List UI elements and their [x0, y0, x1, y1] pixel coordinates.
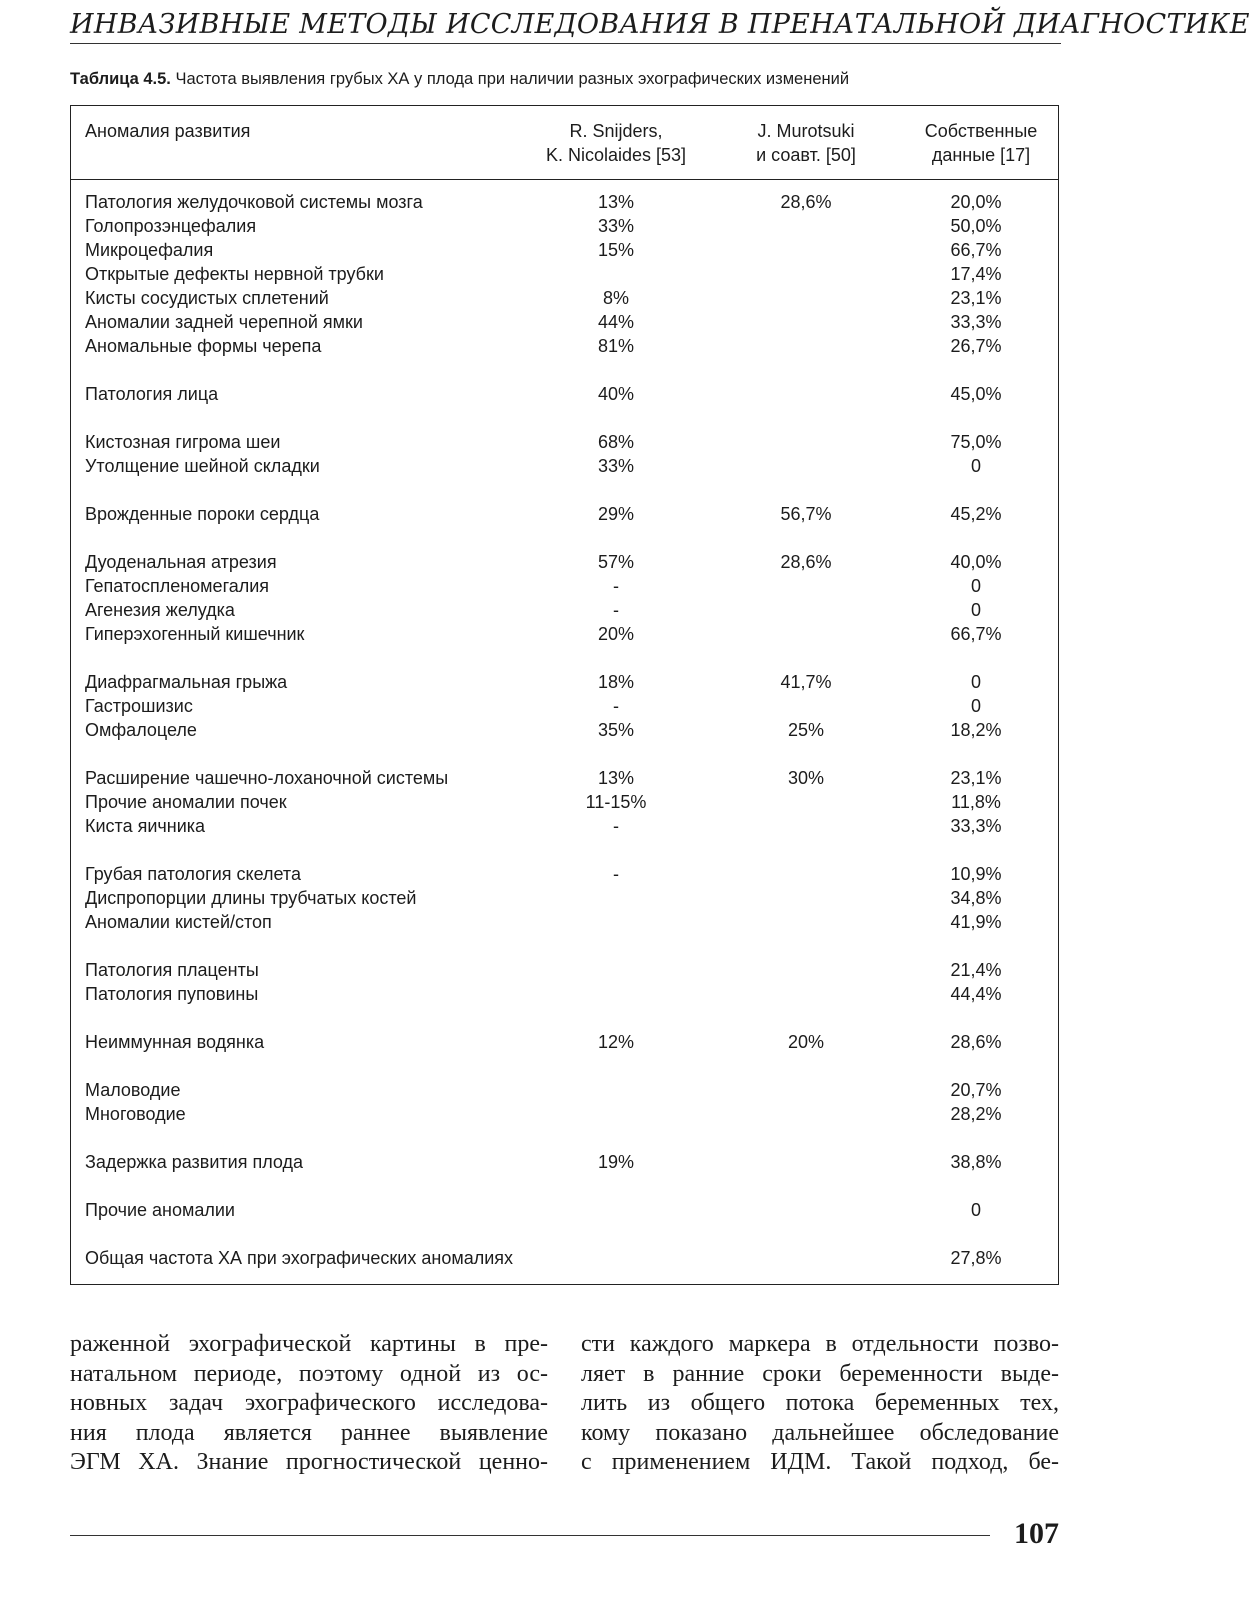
cell-snijders: 44% — [597, 312, 635, 332]
cell-murotsuki: 28,6% — [780, 192, 832, 212]
cell-anomaly: Грубая патология скелета — [85, 864, 301, 884]
cell-anomaly: Кистозная гигрома шеи — [85, 432, 281, 452]
cell-anomaly: Микроцефалия — [85, 240, 214, 260]
cell-own-data: 45,2% — [950, 504, 1002, 524]
cell-snijders: - — [613, 576, 619, 596]
cell-anomaly: Кисты сосудистых сплетений — [85, 288, 329, 308]
cell-snijders: 13% — [597, 192, 635, 212]
cell-own-data: 20,0% — [950, 192, 1002, 212]
table-row — [71, 790, 1058, 814]
cell-anomaly: Патология пуповины — [85, 984, 259, 1004]
cell-anomaly: Неиммунная водянка — [85, 1032, 265, 1052]
body-text-line: сти каждого маркера в отдельности позво- — [581, 1331, 1059, 1357]
cell-snijders: 40% — [597, 384, 635, 404]
table-row — [71, 1102, 1058, 1126]
cell-own-data: 0 — [970, 456, 981, 476]
cell-anomaly: Маловодие — [85, 1080, 181, 1100]
cell-anomaly: Врожденные пороки сердца — [85, 504, 320, 524]
cell-snijders: 12% — [597, 1032, 635, 1052]
column-header-snijders: R. Snijders, K. Nicolaides [53] — [545, 121, 687, 165]
running-title: ИНВАЗИВНЫЕ МЕТОДЫ ИССЛЕДОВАНИЯ В ПРЕНАТАЛЬНОЙ ДИАГНОСТИКЕ — [70, 9, 1250, 40]
footer-rule — [70, 1535, 990, 1536]
table-row — [71, 430, 1058, 454]
cell-snijders: 19% — [597, 1152, 635, 1172]
table-row — [71, 262, 1058, 286]
cell-own-data: 40,0% — [950, 552, 1002, 572]
cell-anomaly: Голопрозэнцефалия — [85, 216, 257, 236]
cell-own-data: 50,0% — [950, 216, 1002, 236]
cell-own-data: 18,2% — [950, 720, 1002, 740]
cell-snijders: 18% — [597, 672, 635, 692]
cell-murotsuki: 25% — [787, 720, 825, 740]
cell-own-data: 23,1% — [950, 768, 1002, 788]
cell-anomaly: Омфалоцеле — [85, 720, 197, 740]
column-header-murotsuki: J. Murotsuki и соавт. [50] — [756, 121, 856, 165]
table-row — [71, 1198, 1058, 1222]
cell-snijders: 11-15% — [585, 792, 647, 812]
cell-snijders: 20% — [597, 624, 635, 644]
cell-anomaly: Агенезия желудка — [85, 600, 235, 620]
cell-snijders: 33% — [597, 216, 635, 236]
cell-own-data: 27,8% — [950, 1248, 1002, 1268]
table-row — [71, 550, 1058, 574]
cell-anomaly: Киста яичника — [85, 816, 206, 836]
table-row — [71, 598, 1058, 622]
cell-anomaly: Задержка развития плода — [85, 1152, 304, 1172]
table-caption — [70, 70, 1070, 89]
body-text-line: с применением ИДМ. Такой подход, бе- — [581, 1449, 1059, 1475]
cell-anomaly: Общая частота ХА при эхографических аномалиях — [85, 1248, 514, 1268]
cell-snijders: - — [613, 816, 619, 836]
cell-snijders: 57% — [597, 552, 635, 572]
cell-anomaly: Многоводие — [85, 1104, 186, 1124]
body-text-right-column — [581, 1330, 1059, 1478]
cell-snijders: 8% — [602, 288, 629, 308]
cell-own-data: 75,0% — [950, 432, 1002, 452]
cell-anomaly: Дуоденальная атрезия — [85, 552, 277, 572]
table-row — [71, 910, 1058, 934]
cell-murotsuki: 41,7% — [780, 672, 832, 692]
cell-anomaly: Аномалии задней черепной ямки — [85, 312, 363, 332]
table-row — [71, 502, 1058, 526]
cell-anomaly: Утолщение шейной складки — [85, 456, 320, 476]
table-row — [71, 190, 1058, 214]
table-header — [71, 106, 1058, 180]
cell-own-data: 23,1% — [950, 288, 1002, 308]
cell-own-data: 34,8% — [950, 888, 1002, 908]
cell-anomaly: Патология лица — [85, 384, 219, 404]
cell-snijders: 81% — [597, 336, 635, 356]
cell-own-data: 0 — [970, 672, 981, 692]
cell-snijders: 33% — [597, 456, 635, 476]
body-text-line: ния плода является раннее выявление — [70, 1419, 548, 1446]
column-header-anomaly: Аномалия развития — [85, 121, 251, 141]
table-row — [71, 622, 1058, 646]
table-row — [71, 862, 1058, 886]
table-body — [71, 190, 1058, 1270]
cell-own-data: 11,8% — [951, 792, 1001, 812]
table-row — [71, 238, 1058, 262]
table-row — [71, 982, 1058, 1006]
table-caption-text: Частота выявления грубых ХА у плода при наличии разных эхографических изменений — [170, 70, 850, 88]
cell-own-data: 66,7% — [950, 624, 1002, 644]
table-row — [71, 694, 1058, 718]
cell-own-data: 21,4% — [950, 960, 1002, 980]
cell-anomaly: Патология желудочковой системы мозга — [85, 192, 423, 212]
table-row — [71, 214, 1058, 238]
cell-own-data: 26,7% — [950, 336, 1002, 356]
cell-snijders: - — [613, 600, 619, 620]
cell-anomaly: Прочие аномалии — [85, 1200, 235, 1220]
cell-murotsuki: 30% — [787, 768, 825, 788]
cell-snijders: - — [613, 864, 619, 884]
table-row — [71, 286, 1058, 310]
cell-anomaly: Гастрошизис — [85, 696, 193, 716]
cell-own-data: 0 — [970, 576, 981, 596]
table-row — [71, 766, 1058, 790]
header-rule — [70, 43, 1061, 44]
cell-own-data: 17,4% — [950, 264, 1002, 284]
cell-own-data: 38,8% — [950, 1152, 1002, 1172]
cell-own-data: 0 — [970, 600, 981, 620]
cell-anomaly: Гиперэхогенный кишечник — [85, 624, 305, 644]
body-text-line: ЭГМ ХА. Знание прогностической ценно- — [70, 1449, 548, 1475]
data-table — [70, 105, 1059, 1285]
table-row — [71, 814, 1058, 838]
cell-snijders: 13% — [597, 768, 635, 788]
cell-snijders: 68% — [597, 432, 635, 452]
cell-own-data: 44,4% — [950, 984, 1002, 1004]
cell-anomaly: Открытые дефекты нервной трубки — [85, 264, 384, 284]
cell-anomaly: Гепатоспленомегалия — [85, 576, 270, 596]
table-row — [71, 1030, 1058, 1054]
body-text-line: лить из общего потока беременных тех, — [581, 1390, 1059, 1416]
cell-own-data: 28,6% — [950, 1032, 1002, 1052]
cell-snijders: 29% — [597, 504, 635, 524]
cell-murotsuki: 56,7% — [780, 504, 832, 524]
table-row — [71, 1246, 1058, 1270]
table-row — [71, 670, 1058, 694]
cell-anomaly: Расширение чашечно-лоханочной системы — [85, 768, 449, 788]
table-row — [71, 718, 1058, 742]
body-text-line: новных задач эхографического исследова- — [70, 1390, 548, 1416]
table-row — [71, 958, 1058, 982]
cell-anomaly: Аномалии кистей/стоп — [85, 912, 272, 932]
table-row — [71, 1078, 1058, 1102]
cell-own-data: 41,9% — [950, 912, 1002, 932]
column-header-own-data: Собственные данные [17] — [924, 121, 1038, 165]
cell-own-data: 33,3% — [950, 816, 1002, 836]
cell-murotsuki: 20% — [787, 1032, 825, 1052]
cell-snijders: - — [613, 696, 619, 716]
table-row — [71, 574, 1058, 598]
page-number: 107 — [1014, 1517, 1059, 1550]
cell-anomaly: Аномальные формы черепа — [85, 336, 322, 356]
cell-own-data: 0 — [970, 1200, 981, 1220]
cell-anomaly: Прочие аномалии почек — [85, 792, 287, 812]
cell-own-data: 28,2% — [950, 1104, 1002, 1124]
table-row — [71, 310, 1058, 334]
body-text-line: кому показано дальнейшее обследование — [581, 1419, 1059, 1446]
cell-own-data: 45,0% — [950, 384, 1002, 404]
cell-own-data: 66,7% — [950, 240, 1002, 260]
table-caption-label: Таблица 4.5. — [70, 70, 171, 88]
cell-anomaly: Диспропорции длины трубчатых костей — [85, 888, 417, 908]
table-row — [71, 454, 1058, 478]
cell-snijders: 15% — [597, 240, 635, 260]
body-text-line: ляет в ранние сроки беременности выде- — [581, 1360, 1059, 1387]
body-text-left-column — [70, 1330, 548, 1478]
cell-own-data: 33,3% — [950, 312, 1002, 332]
table-row — [71, 1150, 1058, 1174]
body-text-line: натальном периоде, поэтому одной из ос- — [70, 1360, 548, 1387]
table-row — [71, 382, 1058, 406]
cell-own-data: 10,9% — [950, 864, 1002, 884]
cell-anomaly: Диафрагмальная грыжа — [85, 672, 288, 692]
table-row — [71, 334, 1058, 358]
cell-snijders: 35% — [597, 720, 635, 740]
table-row — [71, 886, 1058, 910]
cell-anomaly: Патология плаценты — [85, 960, 259, 980]
body-text-line: раженной эхографической картины в пре- — [70, 1331, 548, 1357]
cell-own-data: 0 — [970, 696, 981, 716]
cell-murotsuki: 28,6% — [780, 552, 832, 572]
cell-own-data: 20,7% — [950, 1080, 1002, 1100]
